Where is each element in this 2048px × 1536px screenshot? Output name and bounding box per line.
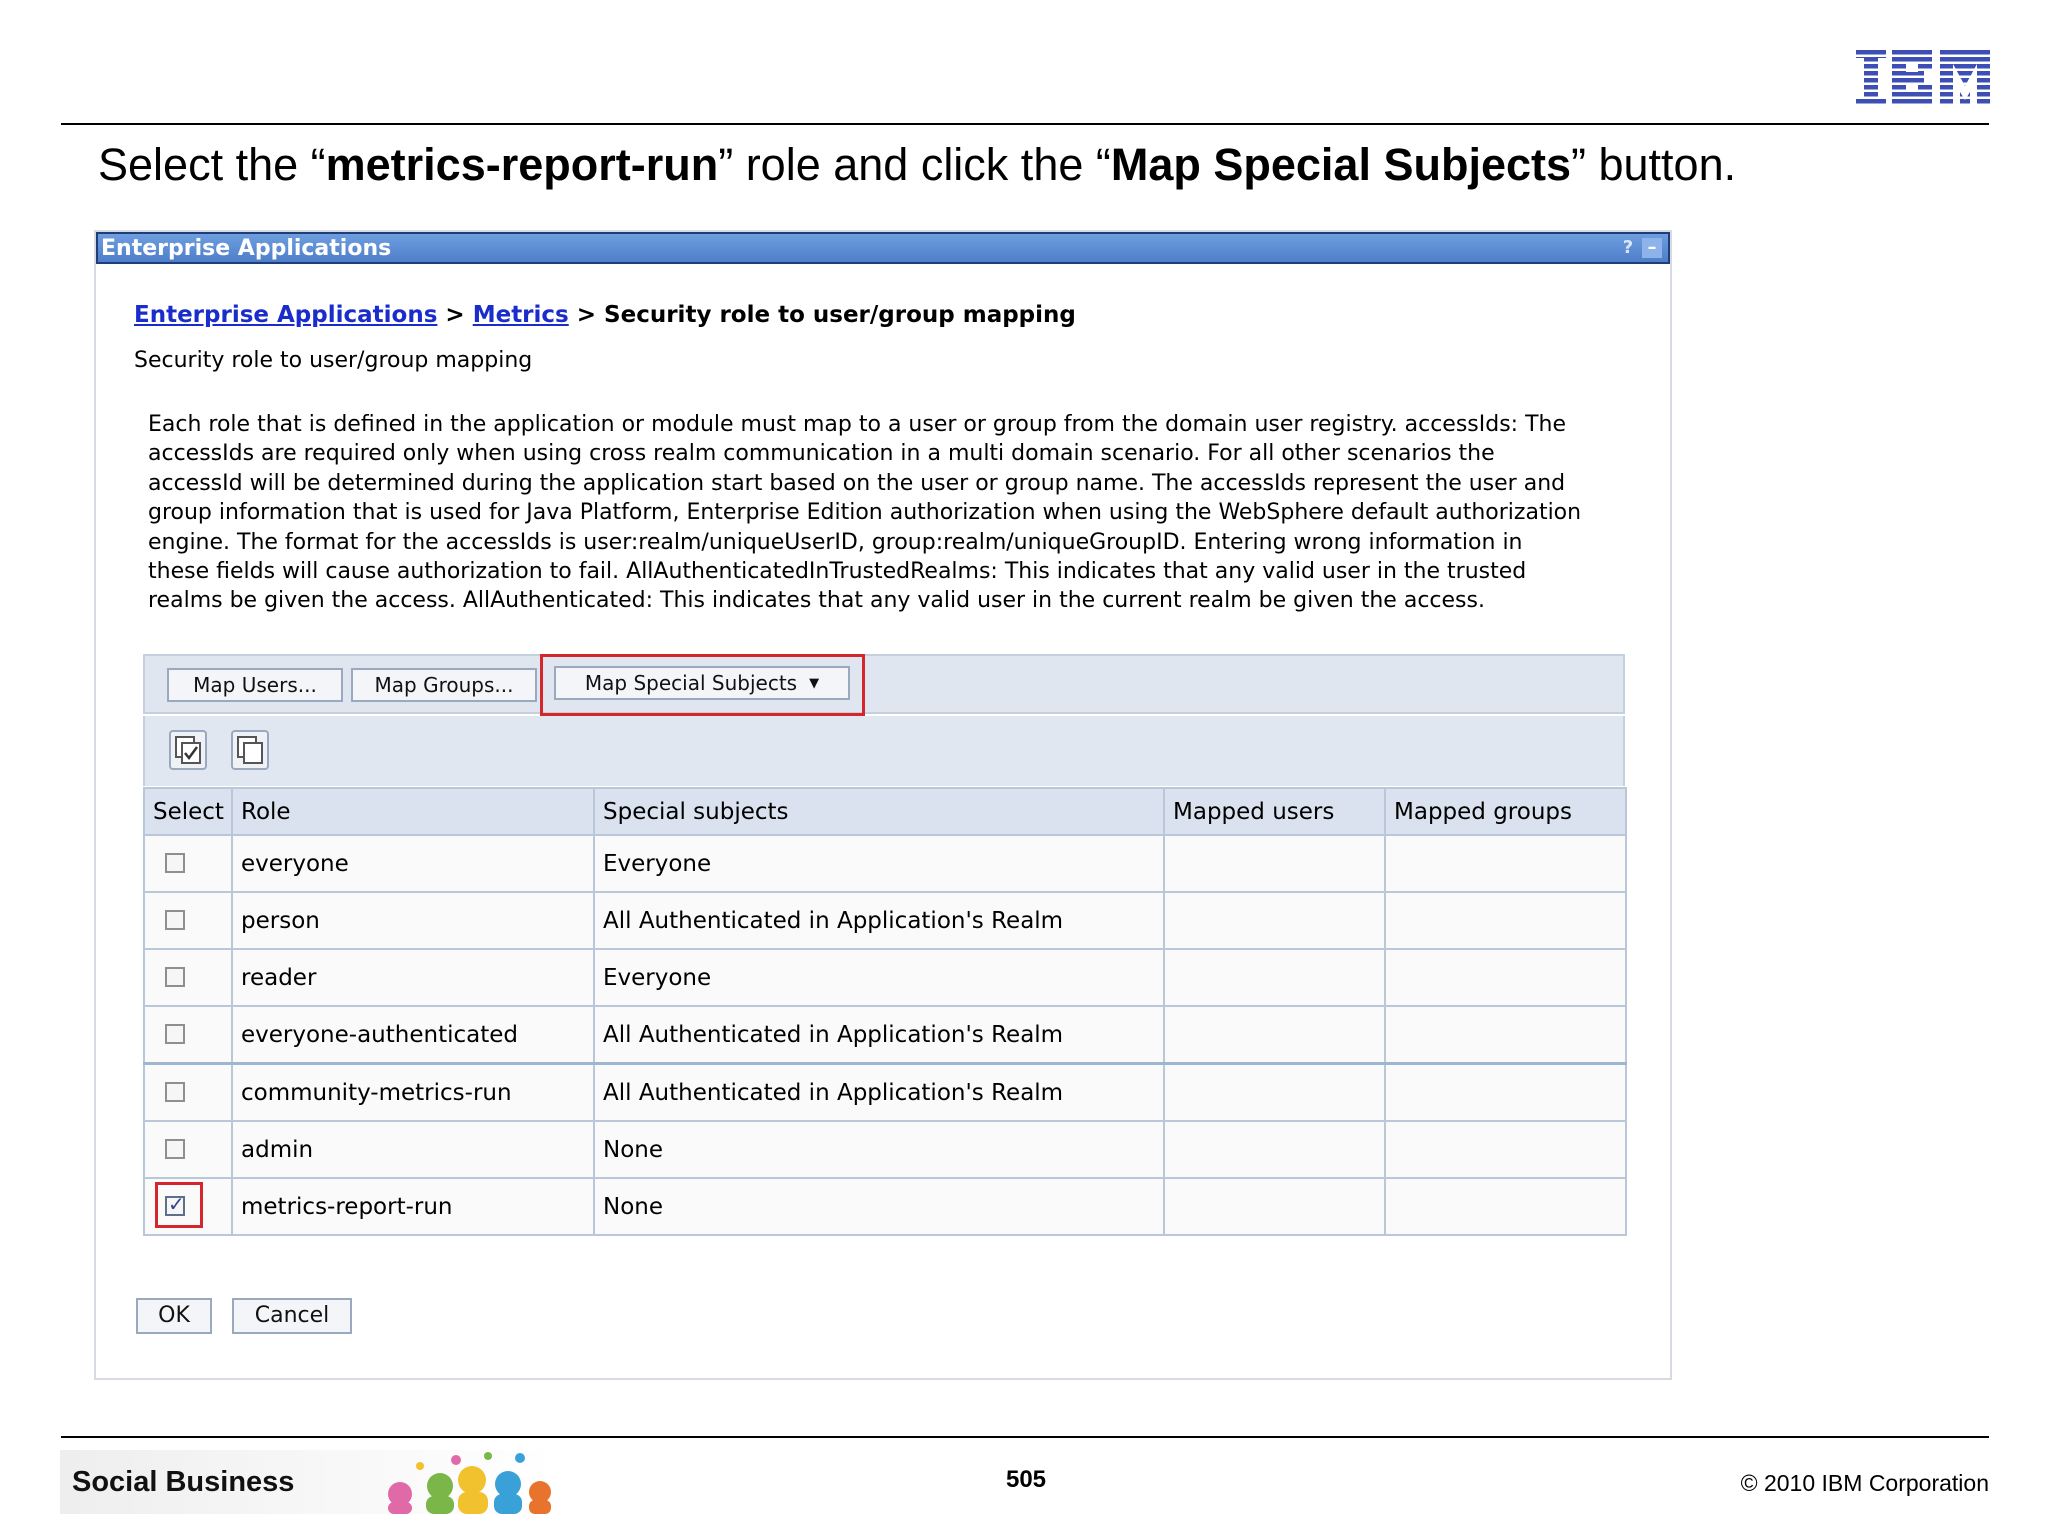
row-checkbox[interactable] <box>165 1139 185 1159</box>
mapped-groups-cell <box>1385 1121 1626 1178</box>
cancel-button[interactable]: Cancel <box>232 1298 352 1334</box>
select-cell <box>144 1064 232 1122</box>
column-header-select[interactable]: Select <box>144 788 232 835</box>
page-description: Each role that is defined in the application or module must map to a user or group from the domain user registry. accessIds: The accessIds are required only when using cross realm communication in a multi domain scenario. For all other scenarios the accessId will be determined during the application start based on the user or group name. The accessIds represent the user and group information that is used for Java Platform, Enterprise Edition authorization when using the WebSphere default authorization engine. The format for the accessIds is user:realm/uniqueUserID, group:realm/uniqueGroupID. Entering wrong information in these fields will cause authorization to fail. AllAuthenticatedInTrustedRealms: This indicates that any valid user in the trusted realms be given the access. AllAuthenticated: This indicates that any valid user in the current realm be given the access. <box>148 412 1582 614</box>
mapped-users-cell <box>1164 1006 1385 1064</box>
footer-banner <box>60 1450 556 1514</box>
breadcrumb-current: Security role to user/group mapping <box>604 302 1076 328</box>
roles-table <box>143 787 1627 1236</box>
instruction-text: Select the “ <box>98 139 326 190</box>
role-cell: community-metrics-run <box>232 1064 594 1122</box>
ok-button[interactable]: OK <box>136 1298 212 1334</box>
mapped-users-cell <box>1164 1178 1385 1235</box>
button-highlight-box <box>540 654 865 716</box>
footer-brand: Social Business <box>72 1466 295 1498</box>
table-row <box>144 1006 1626 1064</box>
breadcrumb-separator: > <box>437 302 473 328</box>
copyright: © 2010 IBM Corporation <box>1740 1470 1989 1496</box>
checkbox-wrapper <box>153 1194 185 1220</box>
table-row <box>144 1178 1626 1235</box>
selection-icon-bar <box>143 716 1625 786</box>
table-row <box>144 1121 1626 1178</box>
map-groups-button[interactable]: Map Groups... <box>351 668 537 702</box>
ibm-logo <box>1856 50 1990 106</box>
table-row <box>144 949 1626 1006</box>
mapped-users-cell <box>1164 892 1385 949</box>
special-subjects-cell: All Authenticated in Application's Realm <box>594 1006 1164 1064</box>
mapped-groups-cell <box>1385 835 1626 892</box>
special-subjects-cell: All Authenticated in Application's Realm <box>594 1064 1164 1122</box>
select-cell <box>144 835 232 892</box>
breadcrumb-link-metrics[interactable]: Metrics <box>472 302 569 328</box>
select-cell <box>144 1006 232 1064</box>
role-cell: admin <box>232 1121 594 1178</box>
mapped-users-cell <box>1164 949 1385 1006</box>
special-subjects-cell: Everyone <box>594 835 1164 892</box>
table-row <box>144 835 1626 892</box>
slide-instruction <box>98 138 1736 192</box>
row-checkbox[interactable] <box>165 853 185 873</box>
mapped-users-cell <box>1164 1121 1385 1178</box>
table-row <box>144 892 1626 949</box>
breadcrumb-link-enterprise-applications[interactable]: Enterprise Applications <box>134 302 438 328</box>
select-cell <box>144 1178 232 1235</box>
map-special-subjects-label: Map Special Subjects <box>584 671 798 695</box>
breadcrumb-separator: > <box>568 302 605 328</box>
special-subjects-cell: None <box>594 1178 1164 1235</box>
row-checkbox[interactable] <box>165 1024 185 1044</box>
special-subjects-cell: All Authenticated in Application's Realm <box>594 892 1164 949</box>
column-header-special-subjects[interactable]: Special subjects <box>594 788 1164 835</box>
instruction-text: ” button. <box>1571 139 1737 190</box>
role-cell: reader <box>232 949 594 1006</box>
column-header-mapped-users[interactable]: Mapped users <box>1164 788 1385 835</box>
mapped-groups-cell <box>1385 1006 1626 1064</box>
mapped-users-cell <box>1164 835 1385 892</box>
footer-rule <box>61 1436 1989 1438</box>
mapped-users-cell <box>1164 1064 1385 1122</box>
instruction-text: ” role and click the “ <box>718 139 1111 190</box>
select-all-icon[interactable] <box>169 730 207 770</box>
role-cell: person <box>232 892 594 949</box>
panel-title: Enterprise Applications <box>101 236 392 261</box>
table-header-row <box>144 788 1626 835</box>
mapped-groups-cell <box>1385 1178 1626 1235</box>
role-mapping-toolbar <box>143 654 1625 714</box>
page-number: 505 <box>1005 1466 1047 1493</box>
column-header-mapped-groups[interactable]: Mapped groups <box>1385 788 1626 835</box>
mapped-groups-cell <box>1385 949 1626 1006</box>
select-cell <box>144 892 232 949</box>
select-cell <box>144 949 232 1006</box>
row-checkbox[interactable] <box>165 967 185 987</box>
help-icon[interactable]: ? <box>1622 237 1634 258</box>
role-cell: everyone <box>232 835 594 892</box>
role-cell: everyone-authenticated <box>232 1006 594 1064</box>
row-checkbox[interactable] <box>165 910 185 930</box>
panel-titlebar <box>96 232 1670 264</box>
table-row <box>144 1064 1626 1122</box>
instruction-role-name: metrics-report-run <box>325 139 719 190</box>
special-subjects-cell: None <box>594 1121 1164 1178</box>
checkbox-highlight-box <box>155 1182 203 1228</box>
instruction-button-name: Map Special Subjects <box>1110 139 1572 190</box>
people-graphic <box>360 1450 556 1514</box>
special-subjects-cell: Everyone <box>594 949 1164 1006</box>
page-title: Security role to user/group mapping <box>134 348 533 373</box>
caret-down-icon: ▼ <box>809 676 820 691</box>
header-rule <box>61 123 1989 125</box>
role-cell: metrics-report-run <box>232 1178 594 1235</box>
column-header-role[interactable]: Role <box>232 788 594 835</box>
minimize-icon[interactable]: – <box>1642 238 1662 258</box>
mapped-groups-cell <box>1385 892 1626 949</box>
deselect-all-icon[interactable] <box>231 730 269 770</box>
breadcrumb <box>134 302 1076 328</box>
enterprise-applications-panel <box>94 230 1672 1380</box>
row-checkbox[interactable] <box>165 1082 185 1102</box>
mapped-groups-cell <box>1385 1064 1626 1122</box>
select-cell <box>144 1121 232 1178</box>
map-users-button[interactable]: Map Users... <box>167 668 343 702</box>
